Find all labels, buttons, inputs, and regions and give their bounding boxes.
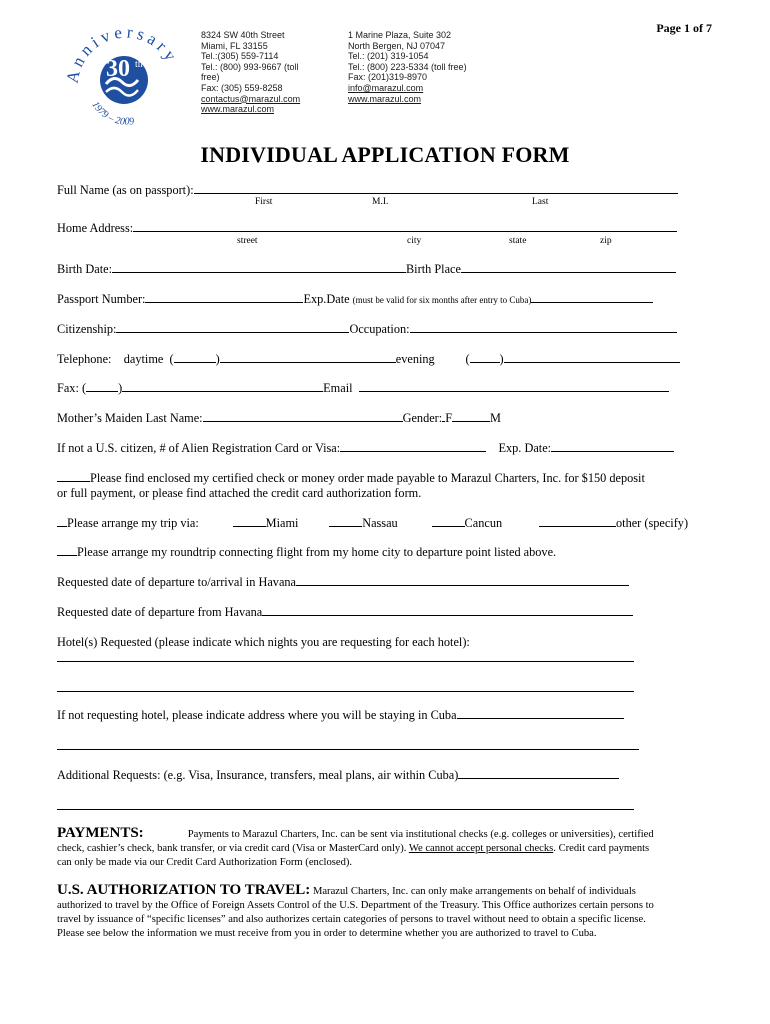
other-blank[interactable] <box>539 515 616 527</box>
alien-exp-date-input[interactable] <box>551 440 674 452</box>
miami-address-line: Miami, FL 33155 <box>201 40 268 51</box>
full-name-input[interactable] <box>194 182 678 194</box>
maiden-name-label: Mother’s Maiden Last Name: <box>57 411 203 425</box>
full-name-row <box>57 182 678 198</box>
alien-exp-date-label: Exp. Date: <box>498 441 552 455</box>
logo-years: 1979 – 2009 <box>89 99 135 126</box>
miami-address-line: Tel.:(305) 559-7114 <box>201 51 279 62</box>
city-caption: city <box>407 236 422 246</box>
zip-caption: zip <box>600 236 612 246</box>
citizenship-label: Citizenship: <box>57 322 117 336</box>
miami-office-address <box>201 30 300 115</box>
fax-label: Fax: <box>57 381 79 395</box>
no-hotel-row <box>57 707 624 723</box>
middle-initial-caption: M.I. <box>372 197 389 207</box>
no-hotel-input[interactable] <box>457 707 624 719</box>
miami-address-line: free) <box>201 72 220 83</box>
payments-text: can only be made via our Credit Card Authorization Form (enclosed). <box>57 857 353 868</box>
deposit-text-continued: or full payment, or please find attached the credit card authorization form. <box>57 486 422 500</box>
street-caption: street <box>237 236 258 246</box>
authorization-heading: U.S. AUTHORIZATION TO TRAVEL: <box>57 882 311 898</box>
nassau-blank[interactable] <box>329 515 362 527</box>
roundtrip-text: Please arrange my roundtrip connecting flight from my home city to departure point listed above. <box>77 545 557 559</box>
miami-blank[interactable] <box>233 515 266 527</box>
deposit-checkbox-blank[interactable] <box>57 470 90 482</box>
roundtrip-blank[interactable] <box>57 544 77 556</box>
page-number: Page 1 of 7 <box>656 21 712 35</box>
arrange-trip-row <box>57 515 688 531</box>
home-address-row <box>57 220 677 236</box>
home-address-input[interactable] <box>133 220 677 232</box>
departure-from-row <box>57 604 633 620</box>
email-input[interactable] <box>359 380 669 392</box>
departure-to-input[interactable] <box>296 574 629 586</box>
birth-date-input[interactable] <box>112 261 406 273</box>
birth-place-label: Birth Place <box>405 262 461 276</box>
gender-m-option: M <box>490 411 501 425</box>
occupation-input[interactable] <box>410 321 677 333</box>
cancun-blank[interactable] <box>432 515 465 527</box>
gender-m-blank[interactable] <box>452 410 490 422</box>
deposit-row <box>57 470 645 486</box>
no-hotel-label: If not requesting hotel, please indicate address where you will be staying in Cuba <box>57 708 457 722</box>
payments-personal-checks-note: We cannot accept personal checks <box>408 843 554 854</box>
gender-f-option: F <box>445 411 453 425</box>
passport-number-input[interactable] <box>145 291 303 303</box>
company-logo <box>62 12 188 126</box>
additional-requests-line-2[interactable] <box>57 809 634 810</box>
evening-label: evening <box>395 352 435 366</box>
authorization-text: authorized to travel by the Office of Foreign Assets Control of the U.S. Department of the Treasury. This Office authorizes certain persons to <box>57 900 654 911</box>
arrange-trip-blank[interactable] <box>57 515 67 527</box>
miami-address-line: 8324 SW 40th Street <box>201 30 285 40</box>
gender-label: Gender: <box>402 411 443 425</box>
logo-number: 30 <box>106 56 130 82</box>
birth-row <box>57 261 676 277</box>
birth-date-label: Birth Date: <box>57 262 112 276</box>
state-caption: state <box>509 236 527 246</box>
nj-website-link[interactable]: www.marazul.com <box>348 93 422 104</box>
home-address-label: Home Address: <box>57 221 134 235</box>
telephone-label: Telephone: <box>57 352 112 366</box>
fax-row: Fax: ( ) Email <box>57 380 669 396</box>
other-option: other (specify) <box>616 516 689 530</box>
payments-section <box>57 826 712 870</box>
departure-from-label: Requested date of departure from Havana <box>57 605 263 619</box>
citizenship-row <box>57 321 677 337</box>
nj-office-address <box>348 30 467 104</box>
additional-requests-label: Additional Requests: (e.g. Visa, Insurance, transfers, meal plans, air within Cuba) <box>57 768 459 782</box>
logo-anniversary-text: Anniversary <box>62 22 183 85</box>
daytime-area-code-input[interactable] <box>174 351 216 363</box>
deposit-text: Please find enclosed my certified check or money order made payable to Marazul Charters, Inc. for $150 deposit <box>90 471 645 485</box>
passport-row <box>57 291 653 307</box>
authorization-text: Marazul Charters, Inc. can only make arrangements on behalf of individuals <box>312 886 636 897</box>
passport-number-label: Passport Number: <box>57 292 146 306</box>
payments-text: . Credit card payments <box>553 843 650 854</box>
arrange-trip-label: Please arrange my trip via: <box>67 516 199 530</box>
authorization-text: Please see below the information we must receive from you in order to determine whether you are authorized to travel to Cuba. <box>57 928 597 939</box>
payments-heading: PAYMENTS: <box>57 825 144 841</box>
maiden-name-row <box>57 410 501 426</box>
fax-area-code-input[interactable] <box>86 380 118 392</box>
roundtrip-row <box>57 544 556 560</box>
departure-to-row <box>57 574 629 590</box>
maiden-name-input[interactable] <box>203 410 403 422</box>
nj-address-line: Fax: (201)319-8970 <box>348 72 428 83</box>
telephone-row: Telephone: daytime ( ) evening ( ) <box>57 351 680 367</box>
hotels-input-line-1[interactable] <box>57 661 634 662</box>
daytime-label: daytime <box>123 352 164 366</box>
email-label: Email <box>323 381 353 395</box>
hotels-input-line-2[interactable] <box>57 691 634 692</box>
miami-address-line: Tel.: (800) 993-9667 (toll <box>201 61 299 72</box>
exp-date-note: (must be valid for six months after entry to Cuba) <box>352 295 532 305</box>
miami-email-link[interactable]: contactus@marazul.com <box>201 93 301 104</box>
miami-website-link[interactable]: www.marazul.com <box>201 104 275 115</box>
alien-registration-row <box>57 440 674 456</box>
fax-number-input[interactable] <box>122 380 323 392</box>
payments-text: check, cashier’s check, bank transfer, or via credit card (Visa or MasterCard only). <box>57 843 409 854</box>
deposit-row-continued <box>57 485 421 501</box>
hotels-row <box>57 634 470 650</box>
no-hotel-input-line-2[interactable] <box>57 749 639 750</box>
daytime-phone-input[interactable] <box>220 351 396 363</box>
miami-option: Miami <box>265 516 299 530</box>
evening-area-code-input[interactable] <box>470 351 500 363</box>
citizenship-input[interactable] <box>116 321 349 333</box>
departure-from-input[interactable] <box>262 604 633 616</box>
nj-address-line: North Bergen, NJ 07047 <box>348 40 446 51</box>
nj-address-line: Tel.: (800) 223-5334 (toll free) <box>348 61 467 72</box>
nj-address-line: 1 Marine Plaza, Suite 302 <box>348 30 452 40</box>
departure-to-label: Requested date of departure to/arrival in Havana <box>57 575 297 589</box>
nj-address-line: Tel.: (201) 319-1054 <box>348 51 429 62</box>
additional-requests-row <box>57 767 619 783</box>
nassau-option: Nassau <box>362 516 398 530</box>
occupation-label: Occupation: <box>349 322 410 336</box>
miami-address-line: Fax: (305) 559-8258 <box>201 82 283 93</box>
authorization-section <box>57 883 712 941</box>
authorization-text: travel by issuance of “specific licenses” and also authorizes certain categories of persons to travel without need to obtain a specific license. <box>57 914 646 925</box>
full-name-label: Full Name (as on passport): <box>57 183 194 197</box>
last-name-caption: Last <box>532 197 549 207</box>
alien-registration-input[interactable] <box>340 440 486 452</box>
form-title: INDIVIDUAL APPLICATION FORM <box>200 142 570 167</box>
exp-date-input[interactable] <box>531 291 653 303</box>
nj-email-link[interactable]: info@marazul.com <box>348 82 424 93</box>
alien-registration-label: If not a U.S. citizen, # of Alien Registration Card or Visa: <box>57 441 341 455</box>
hotels-label: Hotel(s) Requested (please indicate which nights you are requesting for each hotel): <box>57 635 470 649</box>
logo-suffix: th <box>135 59 143 70</box>
exp-date-label: Exp.Date <box>303 292 350 306</box>
cancun-option: Cancun <box>464 516 503 530</box>
birth-place-input[interactable] <box>461 261 676 273</box>
additional-requests-input[interactable] <box>458 767 619 779</box>
payments-text: Payments to Marazul Charters, Inc. can be sent via institutional checks (e.g. colleges or universities), certified <box>187 829 654 840</box>
first-name-caption: First <box>255 197 273 207</box>
evening-phone-input[interactable] <box>504 351 680 363</box>
